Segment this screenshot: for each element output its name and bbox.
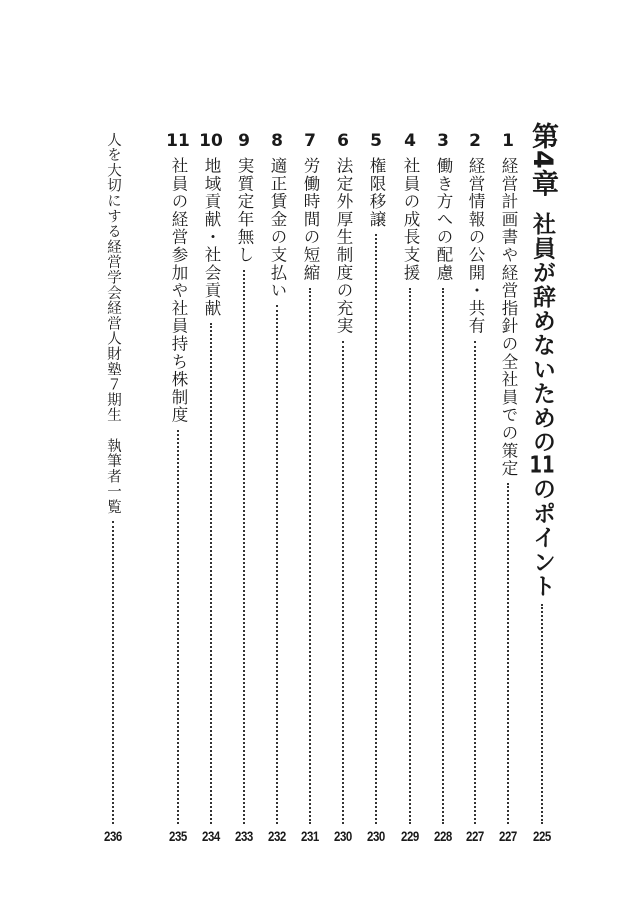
page-number: 235 bbox=[169, 828, 187, 844]
toc-item[interactable] bbox=[163, 131, 193, 844]
authors-entry[interactable] bbox=[98, 132, 128, 844]
chapter-title-number: 11 bbox=[529, 453, 555, 477]
page-number: 233 bbox=[235, 828, 253, 844]
page-number: 227 bbox=[499, 828, 517, 844]
item-title: 実質定年無し bbox=[235, 157, 254, 264]
toc-item[interactable] bbox=[493, 131, 523, 844]
page-number: 225 bbox=[533, 828, 551, 844]
toc-item[interactable] bbox=[229, 131, 259, 844]
page-number: 228 bbox=[434, 828, 452, 844]
item-number: 9 bbox=[238, 131, 250, 151]
item-number: 11 bbox=[166, 131, 190, 151]
dot-leader bbox=[309, 288, 311, 824]
dot-leader bbox=[474, 341, 476, 824]
dot-leader bbox=[409, 288, 411, 824]
item-title: 適正賃金の支払い bbox=[268, 157, 287, 300]
toc-item[interactable] bbox=[428, 131, 458, 844]
item-title: 法定外厚生制度の充実 bbox=[334, 157, 353, 335]
dot-leader bbox=[507, 483, 509, 824]
item-title: 労働時間の短縮 bbox=[301, 157, 320, 282]
page-number: 229 bbox=[401, 828, 419, 844]
item-title: 地域貢献・社会貢献 bbox=[202, 157, 221, 318]
item-number: 4 bbox=[404, 131, 416, 151]
dot-leader bbox=[342, 341, 344, 824]
toc-item[interactable] bbox=[395, 131, 425, 844]
toc-item[interactable] bbox=[262, 131, 292, 844]
page-number: 230 bbox=[334, 828, 352, 844]
item-number: 2 bbox=[469, 131, 481, 151]
dot-leader bbox=[177, 430, 179, 824]
toc-item[interactable] bbox=[460, 131, 490, 844]
page-number: 234 bbox=[202, 828, 220, 844]
toc-item[interactable] bbox=[328, 131, 358, 844]
chapter-label: 第4章 bbox=[527, 122, 558, 198]
item-number: 7 bbox=[304, 131, 316, 151]
dot-leader bbox=[375, 234, 377, 824]
item-number: 8 bbox=[271, 131, 283, 151]
item-title: 社員の経営参加や社員持ち株制度 bbox=[169, 157, 188, 424]
item-number: 10 bbox=[199, 131, 223, 151]
page-number: 232 bbox=[268, 828, 286, 844]
chapter-title-part: 社員が辞めないための bbox=[529, 211, 555, 454]
chapter-heading[interactable] bbox=[524, 122, 560, 844]
dot-leader bbox=[243, 270, 245, 824]
item-number: 6 bbox=[337, 131, 349, 151]
dot-leader bbox=[276, 305, 278, 824]
dot-leader bbox=[541, 604, 543, 824]
toc-item[interactable] bbox=[295, 131, 325, 844]
toc-item[interactable] bbox=[361, 131, 391, 844]
item-title: 権限移譲 bbox=[367, 157, 386, 229]
toc-item[interactable] bbox=[196, 131, 226, 844]
chapter-title bbox=[527, 212, 557, 598]
dot-leader bbox=[210, 323, 212, 824]
page-number: 231 bbox=[301, 828, 319, 844]
item-title: 働き方への配慮 bbox=[434, 157, 453, 282]
item-number: 5 bbox=[370, 131, 382, 151]
dot-leader bbox=[112, 521, 114, 825]
page-number: 230 bbox=[367, 828, 385, 844]
item-title: 社員の成長支援 bbox=[401, 157, 420, 282]
authors-text: 人を大切にする経営学会経営人財塾７期生 執筆者一覧 bbox=[105, 132, 121, 515]
item-title: 経営情報の公開・共有 bbox=[466, 157, 485, 335]
page-number: 236 bbox=[104, 828, 122, 844]
chapter-title-part: のポイント bbox=[529, 476, 555, 598]
page-number: 227 bbox=[466, 828, 484, 844]
item-number: 1 bbox=[502, 131, 514, 151]
item-title: 経営計画書や経営指針の全社員での策定 bbox=[499, 157, 518, 478]
item-number: 3 bbox=[437, 131, 449, 151]
dot-leader bbox=[442, 288, 444, 824]
